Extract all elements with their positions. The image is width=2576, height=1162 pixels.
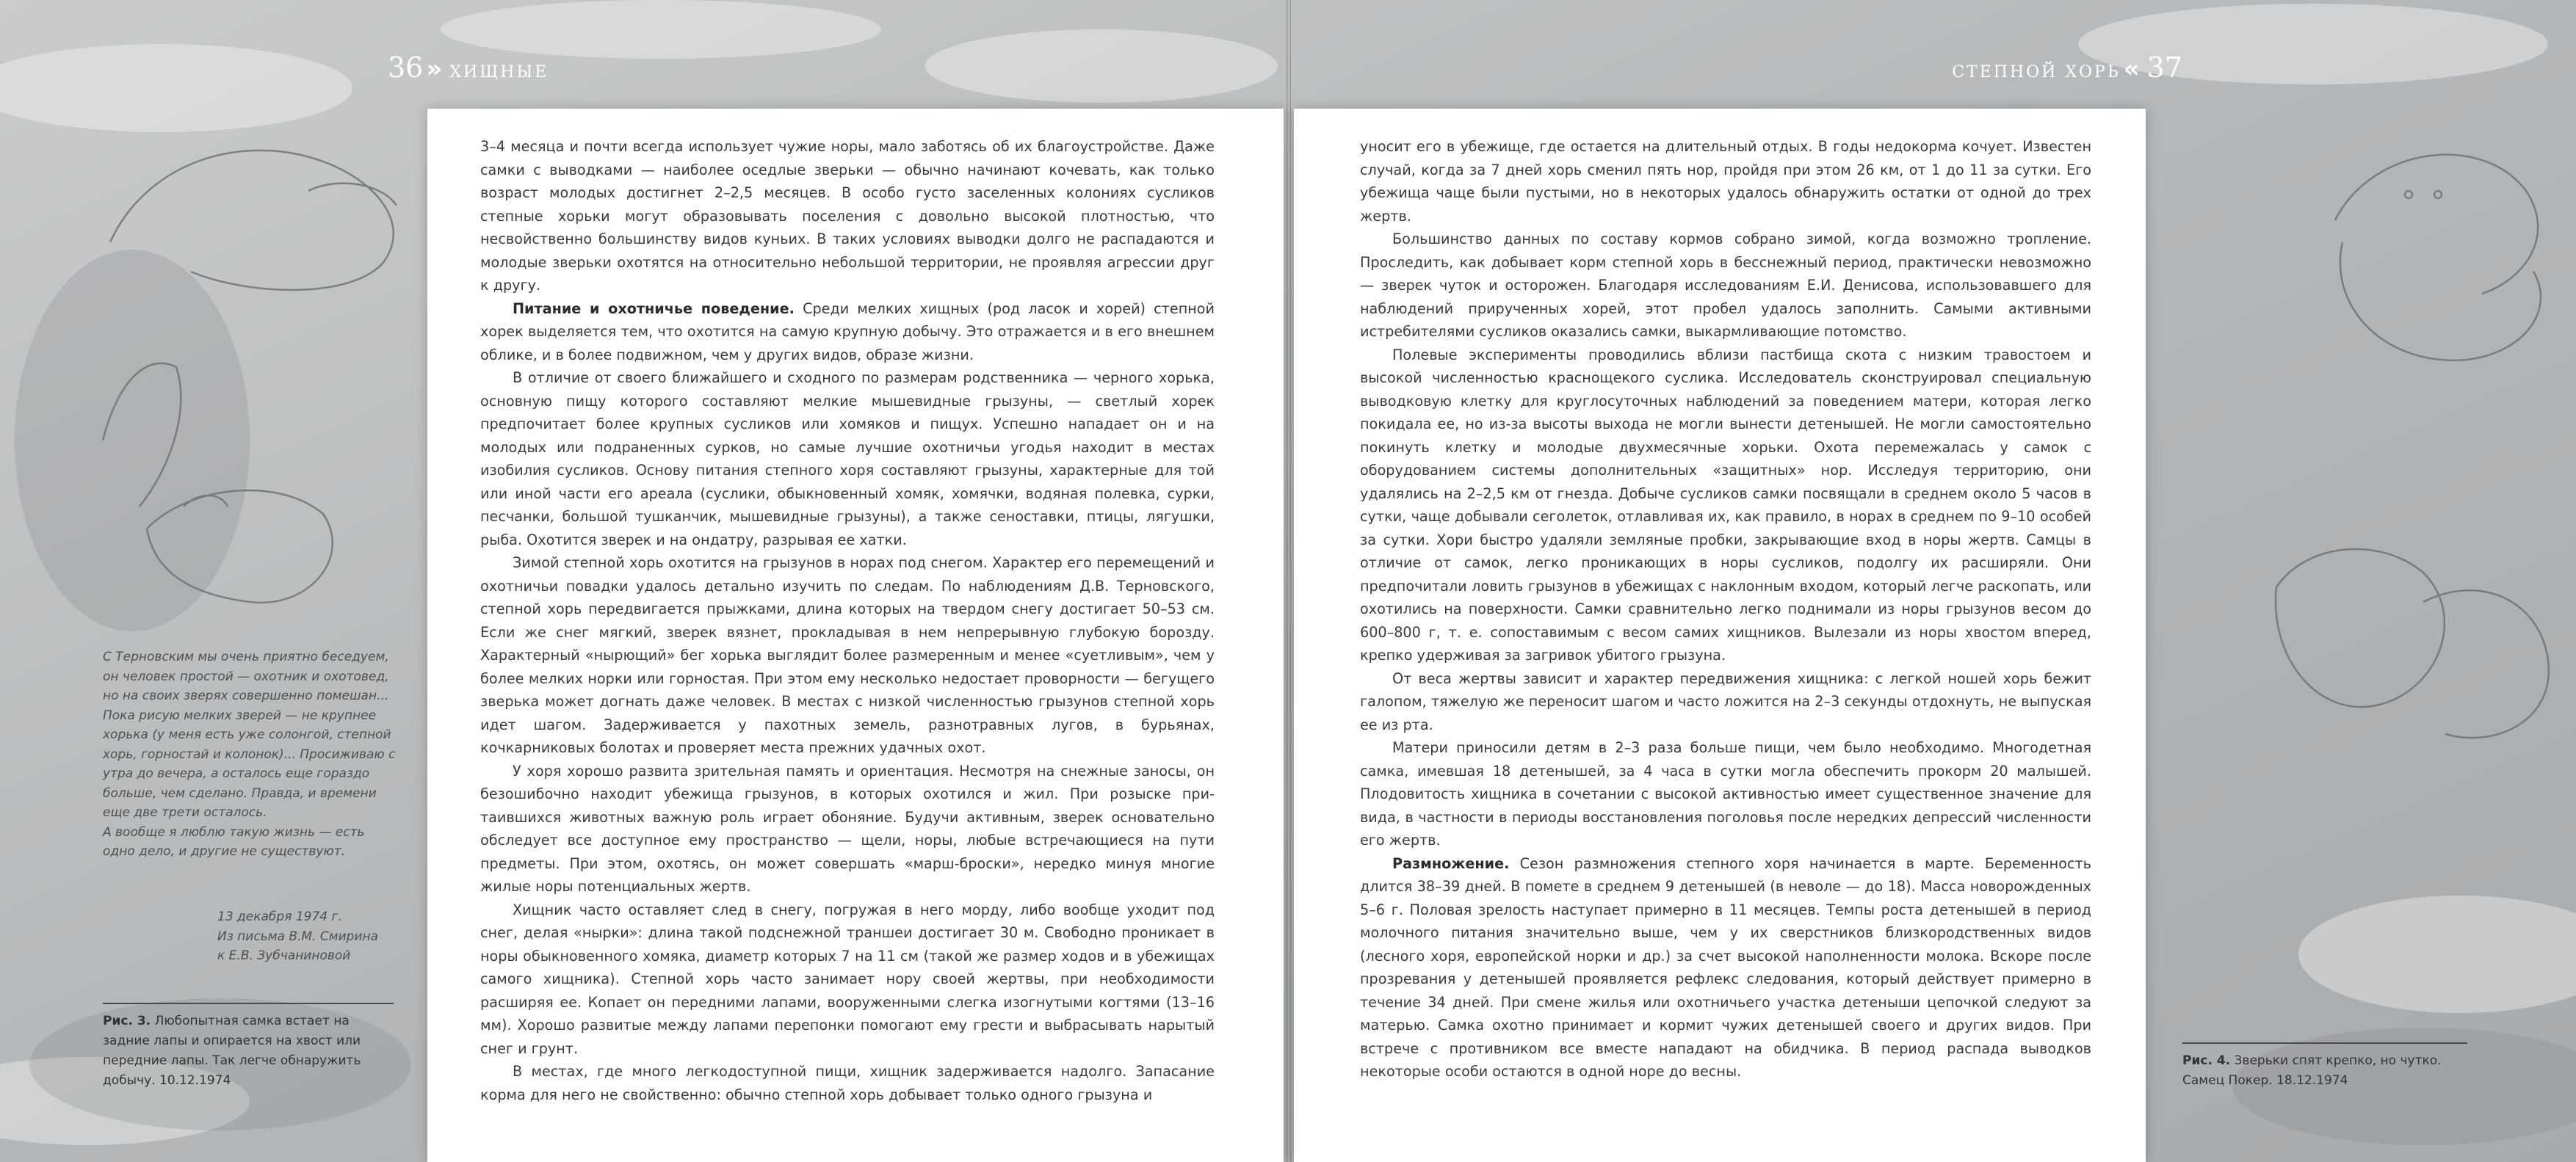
double-arrow-left-icon: « [2123,54,2140,84]
paragraph-text: Сезон размножения степного хоря начинается в марте. Беременность длится 38–39 дней. В помете в среднем 9 детенышей (в неволе — до 18). Масса новорожденных 5–6 г. Половая зрелость наступает примерно в 11 месяцев. Темпы роста детенышей в период молочного питания значительно выше, чем у их свеpстников близкородственных видов (лесного хоря, европейской норки и др.) за счет высокой наполненности молока. Вскоре после прозревания у детенышей проявляется рефлекс следования, который действует примерно в течение 34 дней. При смене жилья или охотничьего участка детеныши цепочкой следуют за матерью. Самка охотно принимает и кормит чужих детенышей своего и других видов. При встрече с противником все вместе нападают на обидчика. В период распада выводков некоторые особи остаются в одной норе до весны. [1360,854,2091,1080]
double-arrow-right-icon: » [426,54,443,84]
paragraph: Хищник часто оставляет след в снегу, погружая в него морду, либо вообще уходит под снег, делая «нырки»: длина такой подснежной траншеи достигает 30 м. Свободно проникает в норы обыкновенного хомяка, диаметр которых 7 на 11 см (такой же размер ходов и в убежищах самого хищника). Степной хорь часто занимает нору своей жертвы, при необходимости расширяя ее. Копает он передними лапами, вооруженными слегка изогнутыми когтями (13–16 мм). Хорошо развитые между лапами перепонки помогают ему грести и выбрасывать нарытый снег и грунт. [480,901,1215,1057]
running-header-right [1952,51,2182,84]
margin-note-recipient: к Е.В. Зубчаниновой [217,948,351,963]
margin-note [103,647,397,862]
book-gutter [1287,0,1291,1162]
figure-caption-left [103,1003,394,1091]
paragraph: От веса жертвы зависит и характер передвижения хищника: с легкой ношей хорь бежит галопом, тяжелую же переносит шагом и часто ложится на 2–3 секунды отдохнуть, не выпуская ее из рта. [1360,669,2091,733]
paragraph [480,297,1215,367]
paragraph: Матери приносили детям в 2–3 раза больше пищи, чем было необходимо. Многодетная самка, имевшая 18 детенышей, за 4 часа в сутки могла обеспечить прокорм 20 малышей. Плодовитость хищника в сочетании с высокой активностью имеет существенное значение для вида, в частности в периоды восстановления поголовья после нередких депрессий численности его жертв. [1360,739,2091,849]
caption-label: Рис. 3. [103,1014,151,1028]
paragraph: В местах, где много легкодоступной пищи, хищник задерживается надолго. Запасание корма для него не свойственно: обычно степной хорь добывает только одного грызуна и [480,1063,1215,1103]
margin-note-signature [217,907,408,966]
caption-rule [103,1003,394,1004]
section-title-left: ХИЩНЫЕ [449,63,549,81]
caption-text: Любопытная самка встает на задние лапы и опирается на хвост или передние лапы. Так легче обнаружить добычу. 10.12.1974 [103,1014,361,1088]
section-title-right: СТЕПНОЙ ХОРЬ [1952,63,2121,81]
text-column-right [1360,135,2091,1083]
margin-note-paragraph: А вообще я люблю такую жизнь — есть одно дело, и другие не существуют. [103,824,365,859]
paragraph: уносит его в убежище, где остается на длительный отдых. В годы недокорма кочует. Известен случай, когда за 7 дней хорь сменил пять нор, пройдя при этом 26 км, от 1 до 11 за сутки. Его убежища чаще были пустыми, но в некоторых удалось обнаружить остатки от одной до трех жертв. [1360,138,2091,225]
text-panel-right [1294,109,2146,1162]
caption-label: Рис. 4. [2182,1053,2231,1068]
text-column-left [480,135,1215,1106]
paragraph-text: Среди мелких хищных (род ласок и хорей) степной хорек выделяется тем, что охотится на самую крупную добычу. Это отражается и в его внешнем облике, и в более подвижном, чем у других видов, образе жизни. [480,299,1215,363]
figure-caption-right [2182,1042,2467,1091]
caption-text: Зверьки спят крепко, но чутко. Самец Покер. 18.12.1974 [2182,1053,2442,1088]
margin-note-source: Из письма В.М. Смирина [217,929,378,944]
page-number-right: 37 [2146,51,2182,84]
margin-note-paragraph: С Терновским мы очень приятно беседуем, он человек простой — охотник и охотовед, но на своих зверях совершенно помешан... Пока рисую мелких зверей — не крупнее хорька (у меня есть уже солонгой, степной хорь, горностай и колонок)... Просиживаю с утра до вечера, а осталось еще гораздо больше, чем сделано. Правда, и времени еще две трети осталось. [103,650,396,820]
text-panel-left [427,109,1284,1162]
paragraph: У хоря хорошо развита зрительная память и ориентация. Несмотря на снежные заносы, он безошибочно находит убежища грызунов, в которых охотился и жил. При розыске притаившихся животных важную роль играет обоняние. Будучи активным, зверек основательно обследует все доступное ему пространство — щели, норы, любые встречающиеся на пути предметы. При этом, охотясь, он может совершать «марш-броски», нередко минуя многие жилые норы потенциальных жертв. [480,762,1215,895]
caption-rule [2182,1042,2467,1044]
page-number-left: 36 [388,51,424,84]
paragraph: 3–4 месяца и почти всегда использует чужие норы, мало заботясь об их благоустройстве. Даже самки с выводками — наиболее оседлые зверьки — обычно начинают кочевать, как только возраст молодых достигнет 2–2,5 месяцев. В особо густо заселенных колониях сусликов степные хорьки могут образовывать поселения с довольно высокой плотностью, что несвойственно большинству видов куньих. В таких условиях выводки долго не распадаются и молодые зверьки охотятся на относительно небольшой территории, не проявляя агрессии друг к другу. [480,138,1215,294]
margin-note-date: 13 декабря 1974 г. [217,909,342,924]
paragraph: Большинство данных по составу кормов собрано зимой, когда возможно тропление. Проследить, как добывает корм степной хорь в бесснежный период, практически невозможно — зверек чуток и осторожен. Благодаря исследованиям Е.И. Денисова, использовавшего для наблюдений прирученных хорей, этот пробел удалось заполнить. Самыми активными истребителями сусликов оказались самки, выкармливающие потомство. [1360,230,2091,340]
paragraph: Полевые эксперименты проводились вблизи пастбища скота с низким травостоем и высокой численностью краснощекого суслика. Исследователь сконструировал специальную выводковую клетку для круглосуточных наблюдений за поведением матери, которая легко покидала ее, но из-за высоты выхода не могли вынести детенышей. Не могли самостоятельно покинуть клетку и молодые двухмесячные хорьки. Охота перемежалась у самок с оборудованием системы дополнительных «защитных» нор. Исследуя территорию, они удалялись на 2–2,5 км от гнезда. Добыче сусликов самки посвящали в среднем около 5 часов в сутки, чаще добывали сеголеток, отлавливая их, как правило, в норах в среднем по 9–10 особей за сутки. Хори быстро удаляли земляные пробки, закрывающие вход в норы жертв. Самцы в отличие от самок, легко проникающих в норы сусликов, подолгу их расширяли. Они предпочитали ловить грызунов в убежищах с наклонным входом, который легче раскопать, или охотились на поверхности. Самки сравнительно легко поднимали из норы грызунов весом до 600–800 г, т. е. сопоставимым с весом самих хищников. Вылезали из норы хвостом вперед, крепко удерживая за загривок убитого грызуна. [1360,346,2091,664]
section-heading: Размножение. [1392,854,1510,872]
paragraph: Зимой степной хорь охотится на грызунов в норах под снегом. Характер его перемещений и охотничьи повадки удалось детально изучить по следам. По наблюдениям Д.В. Терновского, степной хорь передвигается прыжками, длина которых на твердом снегу достигает 50–53 см. Если же снег мягкий, зверек вязнет, прокладывая в нем непрерывную глубокую борозду. Характерный «нырющий» бег хорька выглядит более размеренным и менее «суетливым», чем у более мелких норки или горностая. При этом ему несколько недостает проворности — бегущего зверька может догнать даже человек. В местах с низкой численностью грызунов степной хорь идет шагом. Задерживается у пахотных земель, разнотравных лугов, в бурьянах, кочкарниковых болотах и проверяет места прежних удачных охот. [480,554,1215,756]
paragraph: В отличие от своего ближайшего и сходного по размерам родственника — черного хорька, основную пищу которого составляют мелкие мышевидные грызуны, — светлый хорек предпочитает более крупных сусликов или хомяков и пищух. Успешно нападает он и на молодых или подраненных сурков, но самые лучшие охотничьи угодья находит в местах изобилия сусликов. Основу питания степного хоря составляют грызуны, характерные для той или иной части его ареала (суслики, обыкновенный хомяк, хомячки, водяная полевка, сурки, песчанки, большой тушканчик, мышевидные грызуны), а также сеноставки, птицы, лягушки, рыба. Охотится зверек и на ондатру, разрывая ее хатки. [480,369,1215,548]
paragraph [1360,852,2091,1083]
section-heading: Питание и охотничье поведение. [513,299,795,317]
running-header-left [388,51,549,84]
